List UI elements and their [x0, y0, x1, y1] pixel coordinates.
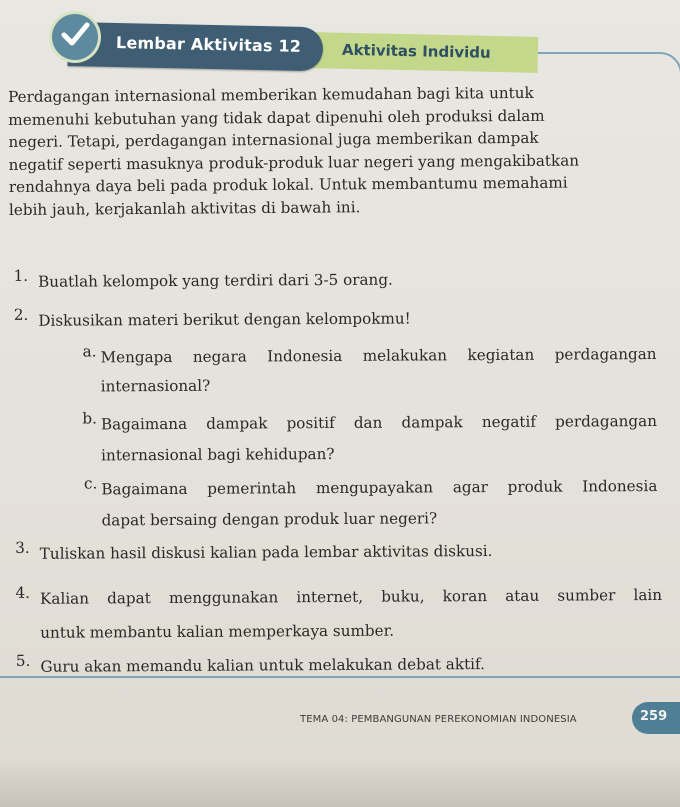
question-item	[0, 339, 660, 396]
activity-type-tag	[312, 32, 539, 73]
step-item	[2, 648, 662, 676]
question-letter: c.	[83, 474, 98, 493]
intro-line: Perdagangan internasional memberikan kemudahan bagi kita untuk	[8, 83, 534, 106]
intro-line: memenuhi kebutuhan yang tidak dapat dipenuhi oleh produksi dalam	[8, 106, 545, 129]
step-text: Tuliskan hasil diskusi kalian pada lembar aktivitas diskusi.	[39, 541, 493, 563]
activity-steps	[0, 263, 670, 676]
chapter-footer: TEMA 04: PEMBANGUNAN PEREKONOMIAN INDONESIA	[300, 714, 577, 725]
step-number: 3.	[15, 538, 30, 557]
step-text: Buatlah kelompok yang terdiri dari 3-5 orang.	[38, 270, 393, 291]
step-number: 1.	[13, 266, 29, 285]
question-text: internasional bagi kehidupan?	[101, 444, 335, 465]
question-text: Bagaimana pemerintah mengupayakan agar produk Indonesia	[101, 476, 658, 499]
question-text: dapat bersaing dengan produk luar negeri?	[101, 509, 438, 530]
question-item	[1, 471, 661, 530]
worksheet-title: Lembar Aktivitas 12	[115, 33, 302, 56]
intro-line: rendahnya daya beli pada produk lokal. Untuk membantumu memahami	[8, 173, 568, 197]
step-item	[0, 263, 660, 291]
step-item	[2, 580, 663, 642]
page-number: 259	[640, 709, 668, 724]
question-letter: b.	[82, 409, 97, 428]
question-item	[1, 406, 661, 465]
step-item	[0, 302, 660, 330]
page-number-badge	[632, 702, 680, 734]
worksheet-title-pill	[68, 22, 324, 71]
step-text: Diskusikan materi berikut dengan kelompokmu!	[38, 309, 411, 330]
intro-paragraph	[8, 81, 659, 222]
intro-line: negatif seperti masuknya produk-produk luar negeri yang mengakibatkan	[8, 151, 580, 174]
step-text: Guru akan memandu kalian untuk melakukan debat aktif.	[40, 655, 485, 676]
step-text: untuk membantu kalian memperkaya sumber.	[40, 621, 395, 642]
question-text: Mengapa negara Indonesia melakukan kegiatan perdagangan	[100, 344, 657, 367]
frame-bottom-line	[0, 676, 680, 678]
question-text: Bagaimana dampak positif dan dampak negatif perdagangan	[100, 411, 658, 434]
step-number: 2.	[13, 305, 29, 324]
activity-type-label: Aktivitas Individu	[341, 40, 491, 62]
step-text: Kalian dapat menggunakan internet, buku, koran atau sumber lain	[39, 585, 663, 608]
step-number: 5.	[15, 651, 31, 670]
question-letter: a.	[82, 342, 97, 361]
checkmark-icon	[52, 14, 98, 60]
intro-line: negeri. Tetapi, perdagangan internasional juga memberikan dampak	[8, 129, 539, 152]
step-number: 4.	[15, 583, 31, 602]
intro-line: lebih jauh, kerjakanlah aktivitas di bawah ini.	[8, 198, 361, 219]
page-shadow	[0, 760, 680, 807]
question-text: internasional?	[100, 376, 211, 396]
